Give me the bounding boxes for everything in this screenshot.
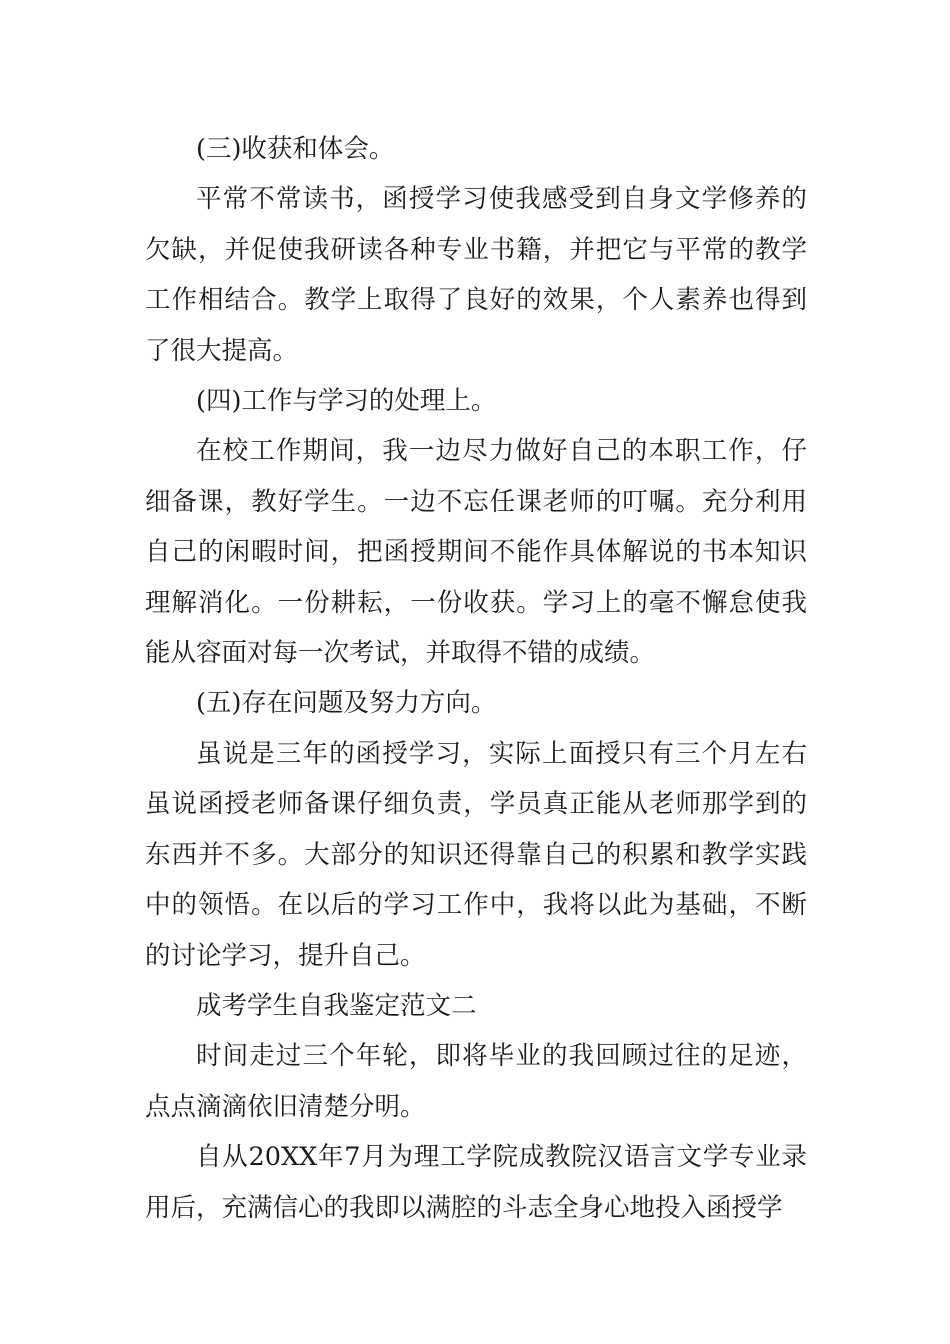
section-heading-gains: (三)收获和体会。 (196, 134, 395, 164)
paragraph-gains-body: 平常不常读书，函授学习使我感受到自身文学修养的欠缺，并促使我研读各种专业书籍，并把它与平常的教学工作相结合。教学上取得了良好的效果，个人素养也得到了很大提高。 (145, 184, 807, 366)
paragraph-essay-two-body: 自从20XX年7月为理工学院成教院汉语言文学专业录用后，充满信心的我即以满腔的斗志全身心地投入函授学 (145, 1142, 807, 1223)
document-body (145, 124, 807, 1233)
paragraph-problems-body: 虽说是三年的函授学习，实际上面授只有三个月左右虽说函授老师备课仔细负责，学员真正能从老师那学到的东西并不多。大部分的知识还得靠自己的积累和教学实践中的领悟。在以后的学习工作中，我将以此为基础，不断的讨论学习，提升自己。 (145, 738, 807, 971)
section-heading-work-study: (四)工作与学习的处理上。 (196, 386, 497, 417)
essay-two-title: 成考学生自我鉴定范文二 (196, 990, 477, 1021)
paragraph-work-study-body: 在校工作期间，我一边尽力做好自己的本职工作，仔细备课，教好学生。一边不忘任课老师的叮嘱。充分利用自己的闲暇时间，把函授期间不能作具体解说的书本知识理解消化。一份耕耘，一份收获。学习上的毫不懈怠使我能从容面对每一次考试，并取得不错的成绩。 (145, 436, 807, 669)
paragraph-essay-two-intro: 时间走过三个年轮，即将毕业的我回顾过往的足迹，点点滴滴依旧清楚分明。 (145, 1041, 807, 1122)
section-heading-problems: (五)存在问题及努力方向。 (196, 688, 497, 719)
